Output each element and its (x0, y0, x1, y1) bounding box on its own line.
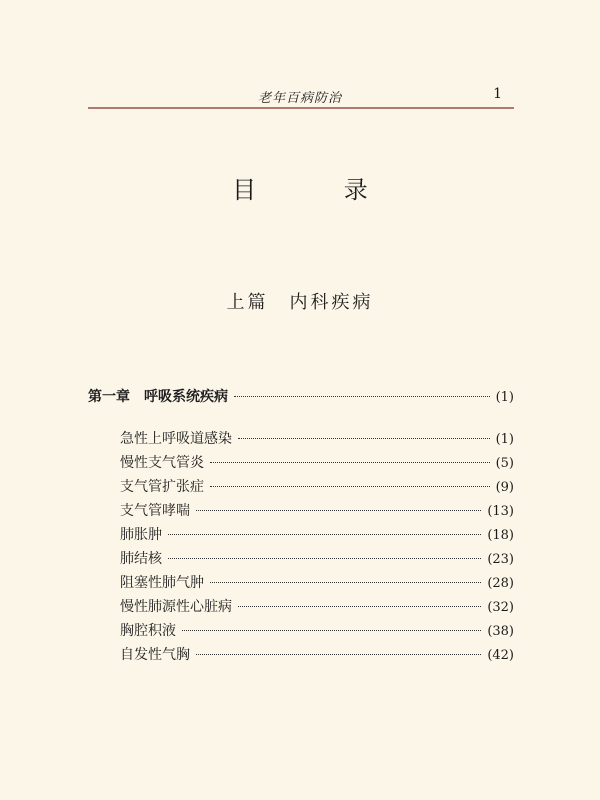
toc-section-entry[interactable] (120, 548, 514, 568)
toc-section-entry[interactable] (120, 476, 514, 496)
dot-leader (182, 630, 481, 631)
part-title: 上篇 内科疾病 (226, 292, 374, 313)
dot-leader (210, 462, 490, 463)
chapter-label: 第一章 呼吸系统疾病 (88, 389, 228, 405)
dot-leader (210, 486, 490, 487)
section-page: (5) (495, 456, 514, 471)
toc-chapter-entry[interactable] (88, 386, 514, 406)
dot-leader (238, 606, 481, 607)
section-page: (28) (487, 576, 514, 591)
toc-section-entry[interactable] (120, 596, 514, 616)
toc-section-entry[interactable] (120, 452, 514, 472)
section-label: 自发性气胸 (120, 647, 190, 663)
section-label: 肺胀肿 (120, 527, 162, 543)
running-header-title: 老年百病防治 (257, 91, 342, 106)
section-page: (38) (487, 624, 514, 639)
page-number: 1 (493, 86, 502, 102)
toc-section-entry[interactable] (120, 524, 514, 544)
section-label: 支气管扩张症 (120, 479, 204, 495)
dot-leader (210, 582, 481, 583)
toc-section-entry[interactable] (120, 428, 514, 448)
toc-title: 目 录 (232, 176, 408, 204)
section-label: 慢性肺源性心脏病 (120, 599, 232, 615)
dot-leader (196, 654, 481, 655)
section-label: 肺结核 (120, 551, 162, 567)
section-page: (13) (487, 504, 514, 519)
section-label: 急性上呼吸道感染 (120, 431, 232, 447)
dot-leader (168, 534, 481, 535)
section-page: (18) (487, 528, 514, 543)
dot-leader (234, 396, 490, 397)
section-page: (32) (487, 600, 514, 615)
dot-leader (238, 438, 490, 439)
toc-section-entry[interactable] (120, 572, 514, 592)
section-label: 胸腔积液 (120, 623, 176, 639)
section-label: 慢性支气管炎 (120, 455, 204, 471)
section-page: (42) (487, 648, 514, 663)
section-label: 阻塞性肺气肿 (120, 575, 204, 591)
toc-section-entry[interactable] (120, 644, 514, 664)
toc-section-entry[interactable] (120, 620, 514, 640)
header-rule (88, 107, 514, 109)
dot-leader (168, 558, 481, 559)
section-page: (23) (487, 552, 514, 567)
toc-section-entry[interactable] (120, 500, 514, 520)
section-page: (9) (495, 480, 514, 495)
section-page: (1) (495, 432, 514, 447)
dot-leader (196, 510, 481, 511)
section-label: 支气管哮喘 (120, 503, 190, 519)
chapter-page: (1) (495, 390, 514, 405)
